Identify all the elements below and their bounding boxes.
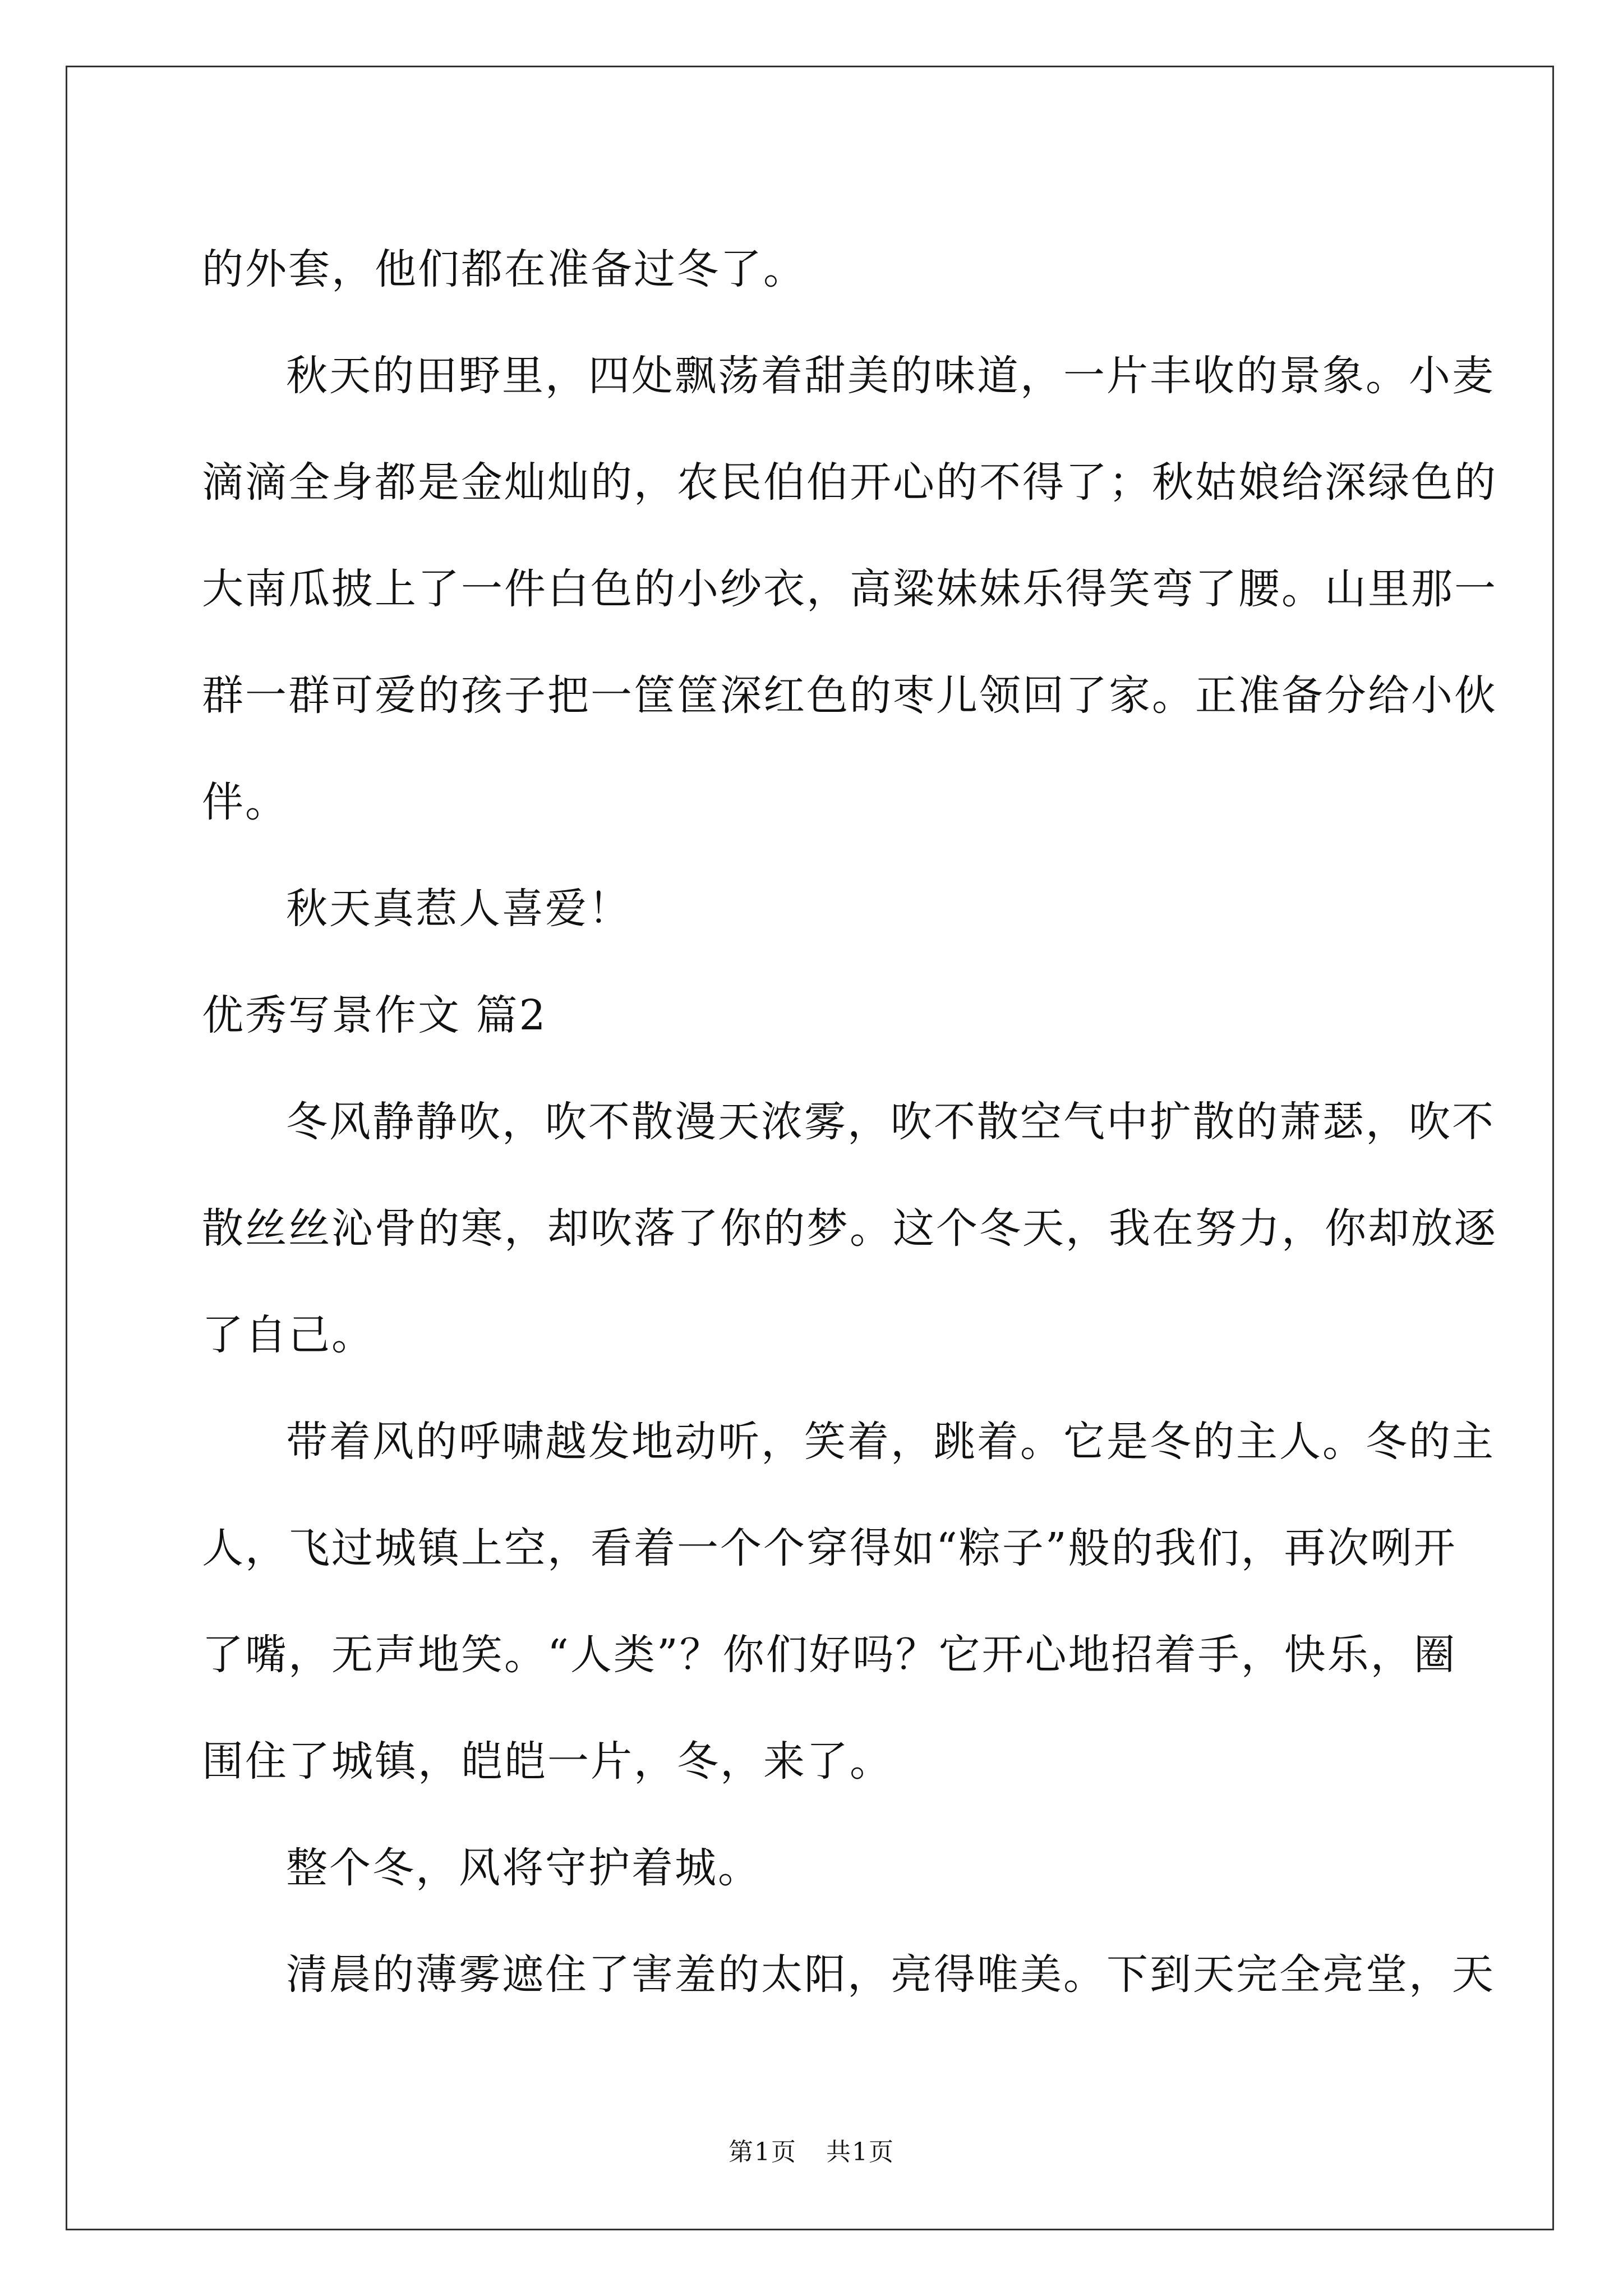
- page-number-current: 第1页: [728, 2138, 797, 2166]
- text-line: 伴。: [202, 778, 288, 826]
- page-footer: [0, 2132, 1623, 2168]
- section-heading: 优秀写景作文 篇2: [202, 991, 547, 1039]
- text-line: 散丝丝沁骨的寒，却吹落了你的梦。这个冬天，我在努力，你却放逐: [202, 1204, 1497, 1253]
- text-line: 大南瓜披上了一件白色的小纱衣，高粱妹妹乐得笑弯了腰。山里那一: [202, 565, 1497, 613]
- document-body: [202, 216, 1497, 2028]
- text-line: 秋天真惹人喜爱！: [286, 885, 631, 933]
- text-line: 滴滴全身都是金灿灿的，农民伯伯开心的不得了；秋姑娘给深绿色的: [202, 458, 1497, 507]
- text-line: 带着风的呼啸越发地动听，笑着，跳着。它是冬的主人。冬的主: [286, 1418, 1495, 1466]
- text-line: 围住了城镇，皑皑一片，冬，来了。: [202, 1737, 893, 1786]
- text-line: 整个冬，风将守护着城。: [286, 1844, 761, 1892]
- page-number-total: 共1页: [826, 2138, 895, 2166]
- text-line: 了嘴，无声地笑。“人类”？你们好吗？它开心地招着手，快乐，圈: [202, 1631, 1457, 1679]
- text-line: 了自己。: [202, 1311, 375, 1359]
- text-line: 群一群可爱的孩子把一筐筐深红色的枣儿领回了家。正准备分给小伙: [202, 671, 1497, 720]
- text-line: 冬风静静吹，吹不散漫天浓雾，吹不散空气中扩散的萧瑟，吹不: [286, 1098, 1495, 1146]
- text-line: 秋天的田野里，四处飘荡着甜美的味道，一片丰收的景象。小麦: [286, 352, 1495, 400]
- text-line: 清晨的薄雾遮住了害羞的太阳，亮得唯美。下到天完全亮堂，天: [286, 1950, 1495, 1999]
- text-line: 的外套，他们都在准备过冬了。: [202, 245, 806, 293]
- text-line: 人，飞过城镇上空，看着一个个穿得如“粽子”般的我们，再次咧开: [202, 1524, 1457, 1572]
